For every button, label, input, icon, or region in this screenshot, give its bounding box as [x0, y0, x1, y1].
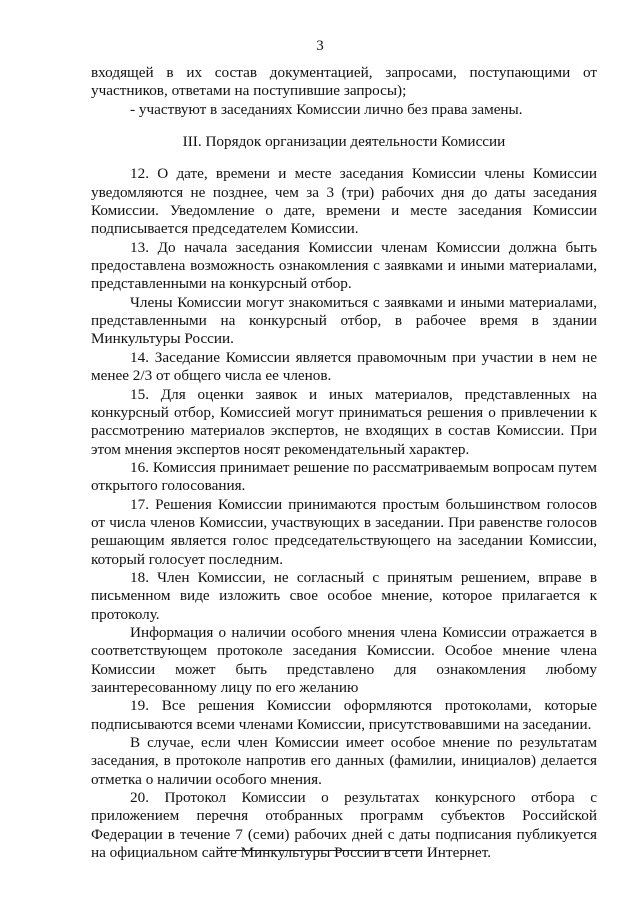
paragraph-12: 12. О дате, времени и месте заседания Комиссии члены Комиссии уведомляются не позднее, чем за 3 (три) рабочих дня до даты заседания Комиссии. Уведомление о дате, времени и месте заседания Комиссии подписывается председателем Комиссии. [91, 165, 597, 238]
document-body [91, 64, 597, 862]
continuation-paragraph: входящей в их состав документацией, запросами, поступающими от участников, ответами на поступившие запросы); [91, 64, 597, 100]
closing-rule [218, 850, 420, 851]
paragraph-19-case: В случае, если член Комиссии имеет особое мнение по результатам заседания, в протоколе напротив его данных (фамилии, инициалов) делается отметка о наличии особого мнения. [91, 734, 597, 788]
paragraph-18: 18. Член Комиссии, не согласный с принятым решением, вправе в письменном виде изложить свое особое мнение, которое прилагается к протоколу. [91, 568, 597, 623]
paragraph-18-info: Информация о наличии особого мнения члена Комиссии отражается в соответствующем протоколе заседания Комиссии. Особое мнение члена Комиссии может быть представлено для ознакомления любому заинтересованному лицу по его желанию [91, 623, 597, 696]
paragraph-16: 16. Комиссия принимает решение по рассматриваемым вопросам путем открытого голосования. [91, 458, 597, 495]
paragraph-14: 14. Заседание Комиссии является правомочным при участии в нем не менее 2/3 от общего числа ее членов. [91, 348, 597, 385]
paragraph-20: 20. Протокол Комиссии о результатах конкурсного отбора с приложением перечня отобранных программ субъектов Российской Федерации в течение 7 (семи) рабочих дней с даты подписания публикуется на официальном сайте Минкультуры России в сети Интернет. [91, 789, 597, 862]
paragraph-13-members: Члены Комиссии могут знакомиться с заявками и иными материалами, представленными на конкурсный отбор, в рабочее время в здании Минкультуры России. [91, 293, 597, 348]
page-number: 3 [316, 38, 324, 54]
bullet-item: - участвуют в заседаниях Комиссии лично без права замены. [130, 100, 523, 118]
paragraph-15: 15. Для оценки заявок и иных материалов, представленных на конкурсный отбор, Комиссией могут приниматься решения о привлечении к рассмотрению материалов экспертов, не входящих в состав Комиссии. При этом мнения экспертов носят рекомендательный характер. [91, 385, 597, 458]
paragraph-13: 13. До начала заседания Комиссии членам Комиссии должна быть предоставлена возможность ознакомления с заявками и иными материалами, представленными на конкурсный отбор. [91, 238, 597, 293]
paragraph-19: 19. Все решения Комиссии оформляются протоколами, которые подписываются всеми членами Комиссии, присутствовавшими на заседании. [91, 697, 597, 733]
paragraph-17: 17. Решения Комиссии принимаются простым большинством голосов от числа членов Комиссии, участвующих в заседании. При равенстве голосов решающим является голос председательствующего на заседании Комиссии, который голосует последним. [91, 495, 597, 568]
section-heading: III. Порядок организации деятельности Комиссии [182, 133, 506, 151]
